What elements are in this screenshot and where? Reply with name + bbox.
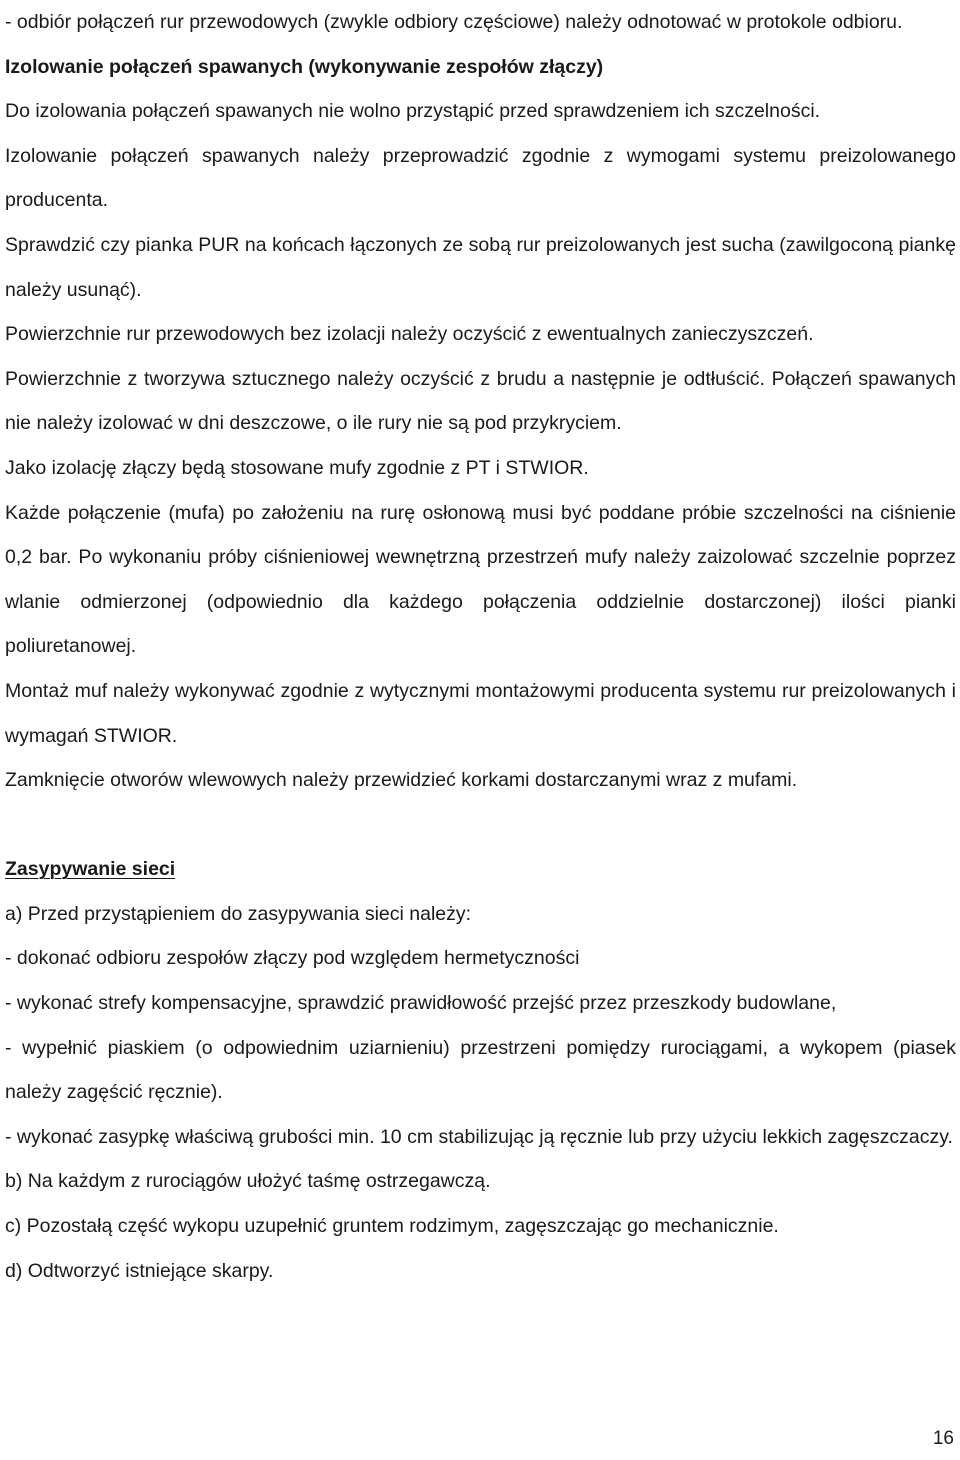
- paragraph-pur-foam-check: Sprawdzić czy pianka PUR na końcach łączonych ze sobą rur preizolowanych jest sucha (zawilgoconą piankę należy usunąć).: [5, 233, 956, 301]
- paragraph-plastic-cleaning: Powierzchnie z tworzywa sztucznego należy oczyścić z brudu a następnie je odtłuścić. Połączeń spawanych nie należy izolować w dni deszczowe, o ile rury nie są pod przykryciem.: [5, 367, 956, 435]
- list-item-a-4: - wykonać zasypkę właściwą grubości min. 10 cm stabilizując ją ręcznie lub przy użyciu lekkich zagęszczaczy.: [5, 1125, 953, 1148]
- list-item-a-2: - wykonać strefy kompensacyjne, sprawdzić prawidłowość przejść przez przeszkody budowlane,: [5, 992, 837, 1015]
- list-item-a: a) Przed przystąpieniem do zasypywania sieci należy:: [5, 902, 472, 925]
- list-item-b: b) Na każdym z rurociągów ułożyć taśmę ostrzegawczą.: [5, 1170, 491, 1193]
- paragraph-tightness-check: Do izolowania połączeń spawanych nie wolno przystąpić przed sprawdzeniem ich szczelności.: [5, 100, 821, 123]
- paragraph-pipe-cleaning: Powierzchnie rur przewodowych bez izolacji należy oczyścić z ewentualnych zanieczyszczeń.: [5, 323, 814, 346]
- list-item-c: c) Pozostałą część wykopu uzupełnić gruntem rodzimym, zagęszczając go mechanicznie.: [5, 1215, 779, 1238]
- page-number: 16: [932, 1428, 954, 1449]
- paragraph-sleeve-pressure-test: Każde połączenie (mufa) po założeniu na rurę osłonową musi być poddane próbie szczelności na ciśnienie 0,2 bar. Po wykonaniu próby ciśnieniowej wewnętrzną przestrzeń mufy należy zaizolować szczelnie poprzez wlanie odmierzonej (odpowiednio dla każdego połączenia oddzielnie dostarczonej) ilości pianki poliuretanowej.: [5, 501, 956, 658]
- list-item-a-3: - wypełnić piaskiem (o odpowiednim uziarnieniu) przestrzeni pomiędzy rurociągami, a wykopem (piasek należy zagęścić ręcznie).: [5, 1036, 956, 1104]
- list-item-a-1: - dokonać odbioru zespołów złączy pod względem hermetyczności: [5, 947, 580, 970]
- paragraph-sleeve-installation: Montaż muf należy wykonywać zgodnie z wytycznymi montażowymi producenta systemu rur preizolowanych i wymagań STWIOR.: [5, 679, 956, 747]
- section-heading-weld-insulation: Izolowanie połączeń spawanych (wykonywanie zespołów złączy): [5, 55, 604, 78]
- paragraph-joint-sleeves: Jako izolację złączy będą stosowane mufy zgodnie z PT i STWIOR.: [5, 456, 589, 479]
- section-heading-backfilling: Zasypywanie sieci: [5, 858, 176, 881]
- paragraph-fill-hole-plugs: Zamknięcie otworów wlewowych należy przewidzieć korkami dostarczanymi wraz z mufami.: [5, 769, 798, 792]
- list-item-d: d) Odtworzyć istniejące skarpy.: [5, 1259, 274, 1282]
- document-body: [5, 0, 956, 1293]
- paragraph-insulation-requirements: Izolowanie połączeń spawanych należy przeprowadzić zgodnie z wymogami systemu preizolowanego producenta.: [5, 144, 956, 212]
- paragraph-reception-note: - odbiór połączeń rur przewodowych (zwykle odbiory częściowe) należy odnotować w protokole odbioru.: [5, 11, 903, 33]
- section-spacer: [5, 803, 956, 848]
